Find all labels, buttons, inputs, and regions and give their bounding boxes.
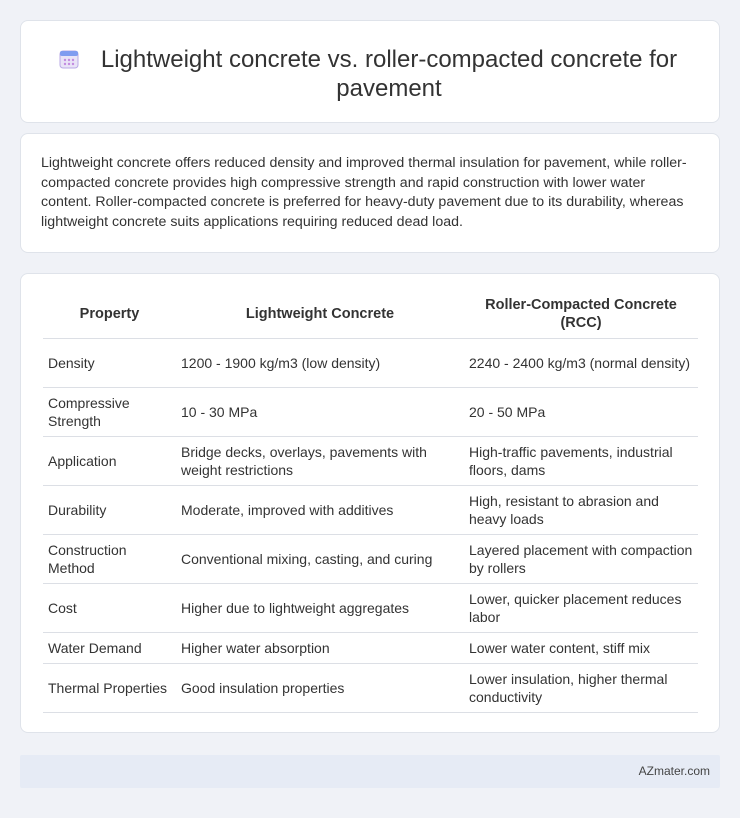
cell-property: Construction Method [43, 535, 176, 584]
table-row [43, 633, 698, 664]
cell-rcc: Lower water content, stiff mix [464, 633, 698, 664]
cell-rcc: Lower insulation, higher thermal conductivity [464, 664, 698, 713]
footer-brand: AZmater.com [638, 764, 710, 778]
comparison-card [20, 273, 720, 733]
header-property: Property [43, 290, 176, 339]
cell-rcc: High, resistant to abrasion and heavy loads [464, 486, 698, 535]
cell-lightweight: Good insulation properties [176, 664, 464, 713]
table-row [43, 664, 698, 713]
table-row [43, 535, 698, 584]
table-header-row [43, 290, 698, 339]
cell-property: Density [43, 339, 176, 388]
cell-rcc: Layered placement with compaction by rollers [464, 535, 698, 584]
cell-lightweight: 10 - 30 MPa [176, 388, 464, 437]
cell-lightweight: Moderate, improved with additives [176, 486, 464, 535]
table-row [43, 339, 698, 388]
cell-property: Durability [43, 486, 176, 535]
summary-text: Lightweight concrete offers reduced density and improved thermal insulation for pavement, while roller-compacted concrete provides high compressive strength and rapid construction with lower water content. Roller-compacted concrete is preferred for heavy-duty pavement due to its durability, whereas lightweight concrete suits applications requiring reduced dead load. [41, 155, 687, 230]
cell-property: Cost [43, 584, 176, 633]
summary-card [20, 133, 720, 253]
cell-lightweight: Conventional mixing, casting, and curing [176, 535, 464, 584]
title-card [20, 20, 720, 123]
page-title: Lightweight concrete vs. roller-compacted concrete for pavement [100, 46, 678, 102]
cell-lightweight: Higher due to lightweight aggregates [176, 584, 464, 633]
cell-lightweight: Bridge decks, overlays, pavements with weight restrictions [176, 437, 464, 486]
header-rcc: Roller-Compacted Concrete (RCC) [464, 290, 698, 339]
cell-rcc: 2240 - 2400 kg/m3 (normal density) [464, 339, 698, 388]
table-row [43, 584, 698, 633]
cell-rcc: Lower, quicker placement reduces labor [464, 584, 698, 633]
table-row [43, 437, 698, 486]
footer-bar [20, 755, 720, 788]
cell-property: Application [43, 437, 176, 486]
cell-rcc: High-traffic pavements, industrial floors, dams [464, 437, 698, 486]
cell-property: Thermal Properties [43, 664, 176, 713]
cell-property: Water Demand [43, 633, 176, 664]
cell-lightweight: Higher water absorption [176, 633, 464, 664]
table-row [43, 388, 698, 437]
header-lightweight: Lightweight Concrete [176, 290, 464, 339]
comparison-table [43, 290, 698, 713]
table-row [43, 486, 698, 535]
cell-lightweight: 1200 - 1900 kg/m3 (low density) [176, 339, 464, 388]
cell-property: Compressive Strength [43, 388, 176, 437]
cell-rcc: 20 - 50 MPa [464, 388, 698, 437]
